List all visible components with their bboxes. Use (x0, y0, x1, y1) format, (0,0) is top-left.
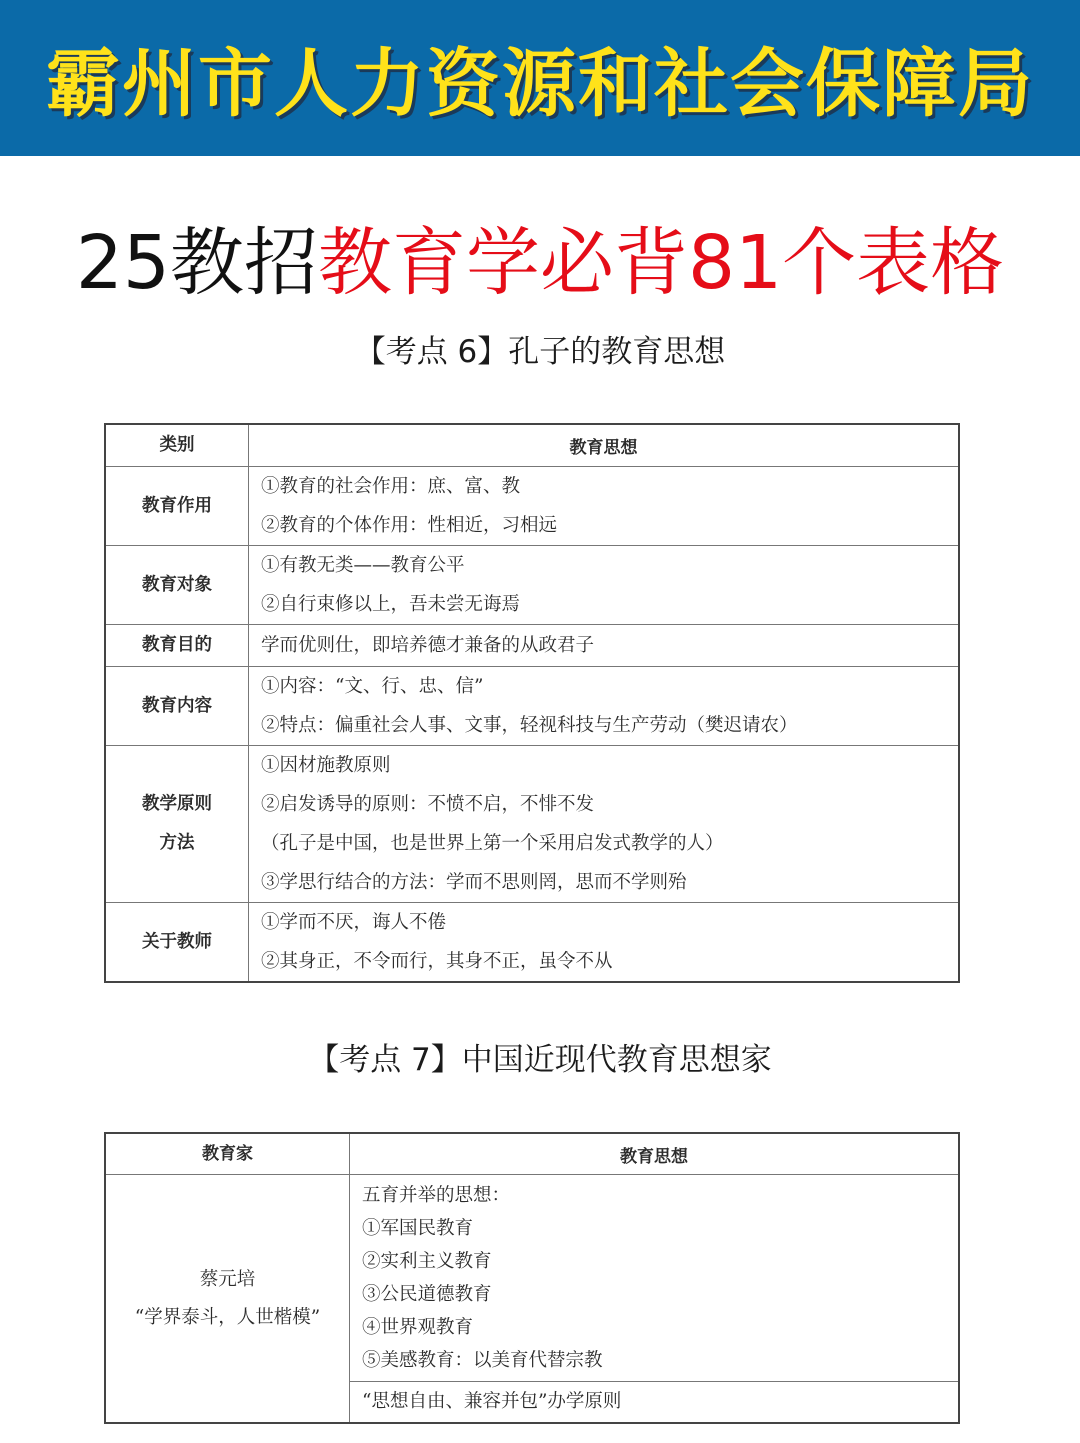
row-label: 教育对象 (105, 546, 249, 625)
row-content (350, 1382, 960, 1424)
table-row (105, 903, 959, 983)
section-6-title: 【考点 6】孔子的教育思想 (354, 334, 726, 370)
principle-text: “思想自由、兼容并包”办学原则 (362, 1391, 622, 1412)
row-content: ①学而不厌，诲人不倦 ②其身正，不令而行，其身不正，虽令不从 (249, 903, 960, 983)
row-content: ①内容：“文、行、忠、信” ②特点：偏重社会人事、文事，轻视科技与生产劳动（樊迟请农） (249, 667, 960, 746)
section-7-title: 【考点 7】中国近现代教育思想家 (308, 1042, 772, 1078)
headline-prefix: 25教招 (75, 220, 318, 306)
table-row (105, 1175, 959, 1382)
row-content: ①因材施教原则 ②启发诱导的原则：不愤不启，不悱不发 （孔子是中国，也是世界上第一个采用启发式教学的人） ③学思行结合的方法：学而不思则罔，思而不学则殆 (249, 746, 960, 903)
educator-cell (105, 1175, 350, 1424)
header-category: 类别 (105, 424, 249, 467)
row-label: 教育内容 (105, 667, 249, 746)
educator-name: 蔡元培 (199, 1268, 256, 1290)
row-content: 五育并举的思想： ①军国民教育 ②实利主义教育 ③公民道德教育 ④世界观教育 ⑤美感教育：以美育代替宗教 (350, 1175, 960, 1382)
table-header-row (105, 424, 959, 467)
row-label: 教育作用 (105, 467, 249, 546)
header-thought: 教育思想 (350, 1133, 960, 1175)
table-row (105, 467, 959, 546)
table-row (105, 746, 959, 903)
table-row (105, 667, 959, 746)
row-label: 教育目的 (105, 625, 249, 667)
headline-highlight: 教育学必背81个表格 (318, 220, 1005, 306)
table-row (105, 546, 959, 625)
header-educator: 教育家 (105, 1133, 350, 1175)
row-label: 关于教师 (105, 903, 249, 983)
header-thought: 教育思想 (249, 424, 960, 467)
row-content: ①有教无类——教育公平 ②自行束修以上，吾未尝无诲焉 (249, 546, 960, 625)
row-content: 学而优则仕，即培养德才兼备的从政君子 (249, 625, 960, 667)
header-banner (0, 0, 1080, 156)
modern-educators-table (104, 1132, 960, 1424)
table-row (105, 625, 959, 667)
row-content: ①教育的社会作用：庶、富、教 ②教育的个体作用：性相近，习相远 (249, 467, 960, 546)
table-header-row (105, 1133, 959, 1175)
banner-title: 霸州市人力资源和社会保障局 (46, 41, 1034, 127)
headline (0, 218, 1080, 308)
row-label: 教学原则 方法 (105, 746, 249, 903)
educator-epithet: “学界泰斗，人世楷模” (134, 1306, 321, 1328)
confucius-table (104, 423, 960, 983)
